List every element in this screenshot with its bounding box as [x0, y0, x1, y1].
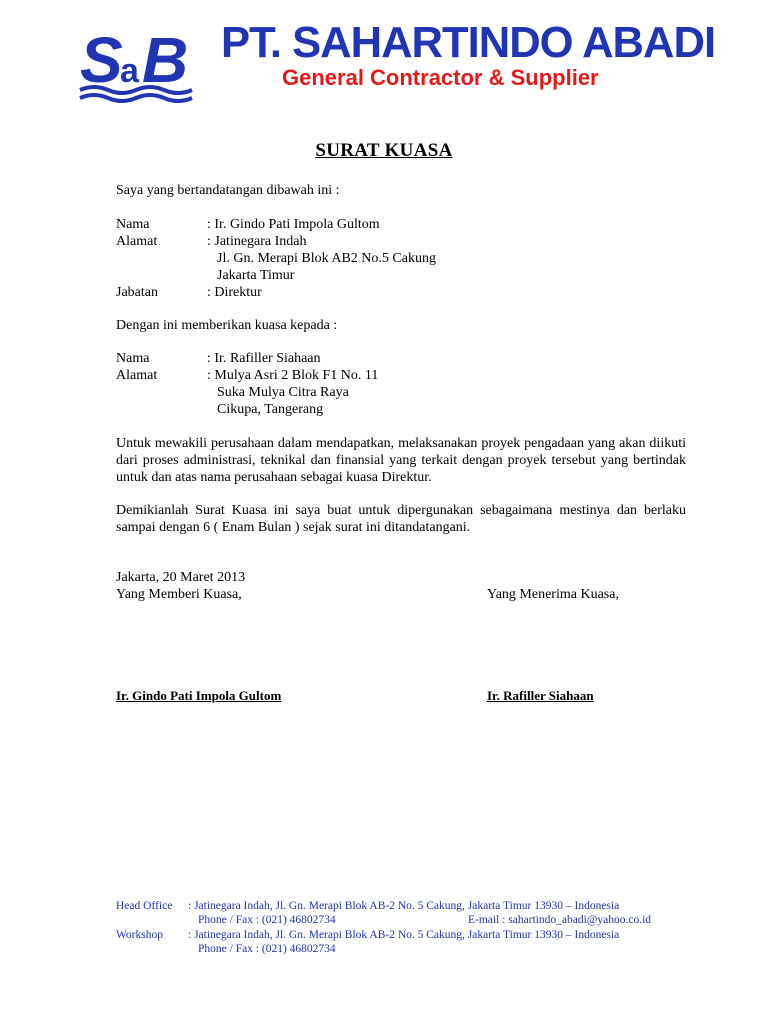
grantor-address-line3: Jakarta Timur — [217, 268, 295, 283]
svg-text:B: B — [142, 24, 189, 96]
receiver-signature-name: Ir. Rafiller Siahaan — [487, 688, 594, 703]
document-title: SURAT KUASA — [315, 140, 453, 161]
workshop-address: : Jatinegara Indah, Jl. Gn. Merapi Blok AB-2 No. 5 Cakung, Jakarta Timur 13930 – Indonesia — [188, 929, 620, 941]
head-office-label: Head Office — [116, 900, 173, 912]
company-logo — [78, 24, 194, 106]
svg-text:a: a — [120, 52, 139, 90]
grantor-address-line1: : Jatinegara Indah — [207, 234, 307, 249]
svg-text:S: S — [80, 24, 123, 96]
grantor-position-value: : Direktur — [207, 285, 262, 300]
intro-text: Saya yang bertandatangan dibawah ini : — [116, 183, 340, 198]
closing-paragraph: Demikianlah Surat Kuasa ini saya buat untuk dipergunakan sebagaimana mestinya dan berlaku sampai dengan 6 ( Enam Bulan ) sejak surat ini ditandatangani. — [116, 503, 686, 535]
email-address: E-mail : sahartindo_abadi@yahoo.co.id — [468, 914, 652, 926]
grantee-address-line3: Cikupa, Tangerang — [217, 402, 324, 417]
purpose-paragraph: Untuk mewakili perusahaan dalam mendapatkan, melaksanakan proyek pengadaan yang akan diikuti dari proses administrasi, teknikal dan finansial yang terkait dengan proyek tersebut yang bertindak untuk dan atas nama perusahaan sebagai kuasa Direktur. — [116, 436, 686, 485]
head-office-address: : Jatinegara Indah, Jl. Gn. Merapi Blok AB-2 No. 5 Cakung, Jakarta Timur 13930 – Indonesia — [188, 900, 620, 912]
grantee-name-label: Nama — [116, 351, 150, 366]
grantee-address-line2: Suka Mulya Citra Raya — [217, 385, 349, 400]
head-office-phone: Phone / Fax : (021) 46802734 — [198, 914, 336, 926]
grantee-address-line1: : Mulya Asri 2 Blok F1 No. 11 — [207, 368, 379, 383]
place-date: Jakarta, 20 Maret 2013 — [116, 570, 246, 585]
grantor-address-label: Alamat — [116, 234, 158, 249]
grantor-name-label: Nama — [116, 217, 150, 232]
workshop-label: Workshop — [116, 929, 163, 941]
transfer-text: Dengan ini memberikan kuasa kepada : — [116, 318, 338, 333]
grantee-name-value: : Ir. Rafiller Siahaan — [207, 351, 321, 366]
giver-signature-name: Ir. Gindo Pati Impola Gultom — [116, 688, 282, 703]
grantor-name-value: : Ir. Gindo Pati Impola Gultom — [207, 217, 380, 232]
workshop-phone: Phone / Fax : (021) 46802734 — [198, 943, 336, 955]
grantor-position-label: Jabatan — [116, 285, 158, 300]
giver-label: Yang Memberi Kuasa, — [116, 587, 242, 602]
company-name: PT. SAHARTINDO ABADI — [221, 18, 716, 67]
grantor-address-line2: Jl. Gn. Merapi Blok AB2 No.5 Cakung — [217, 251, 436, 266]
company-tagline: General Contractor & Supplier — [282, 65, 599, 90]
receiver-label: Yang Menerima Kuasa, — [487, 587, 619, 602]
grantee-address-label: Alamat — [116, 368, 158, 383]
